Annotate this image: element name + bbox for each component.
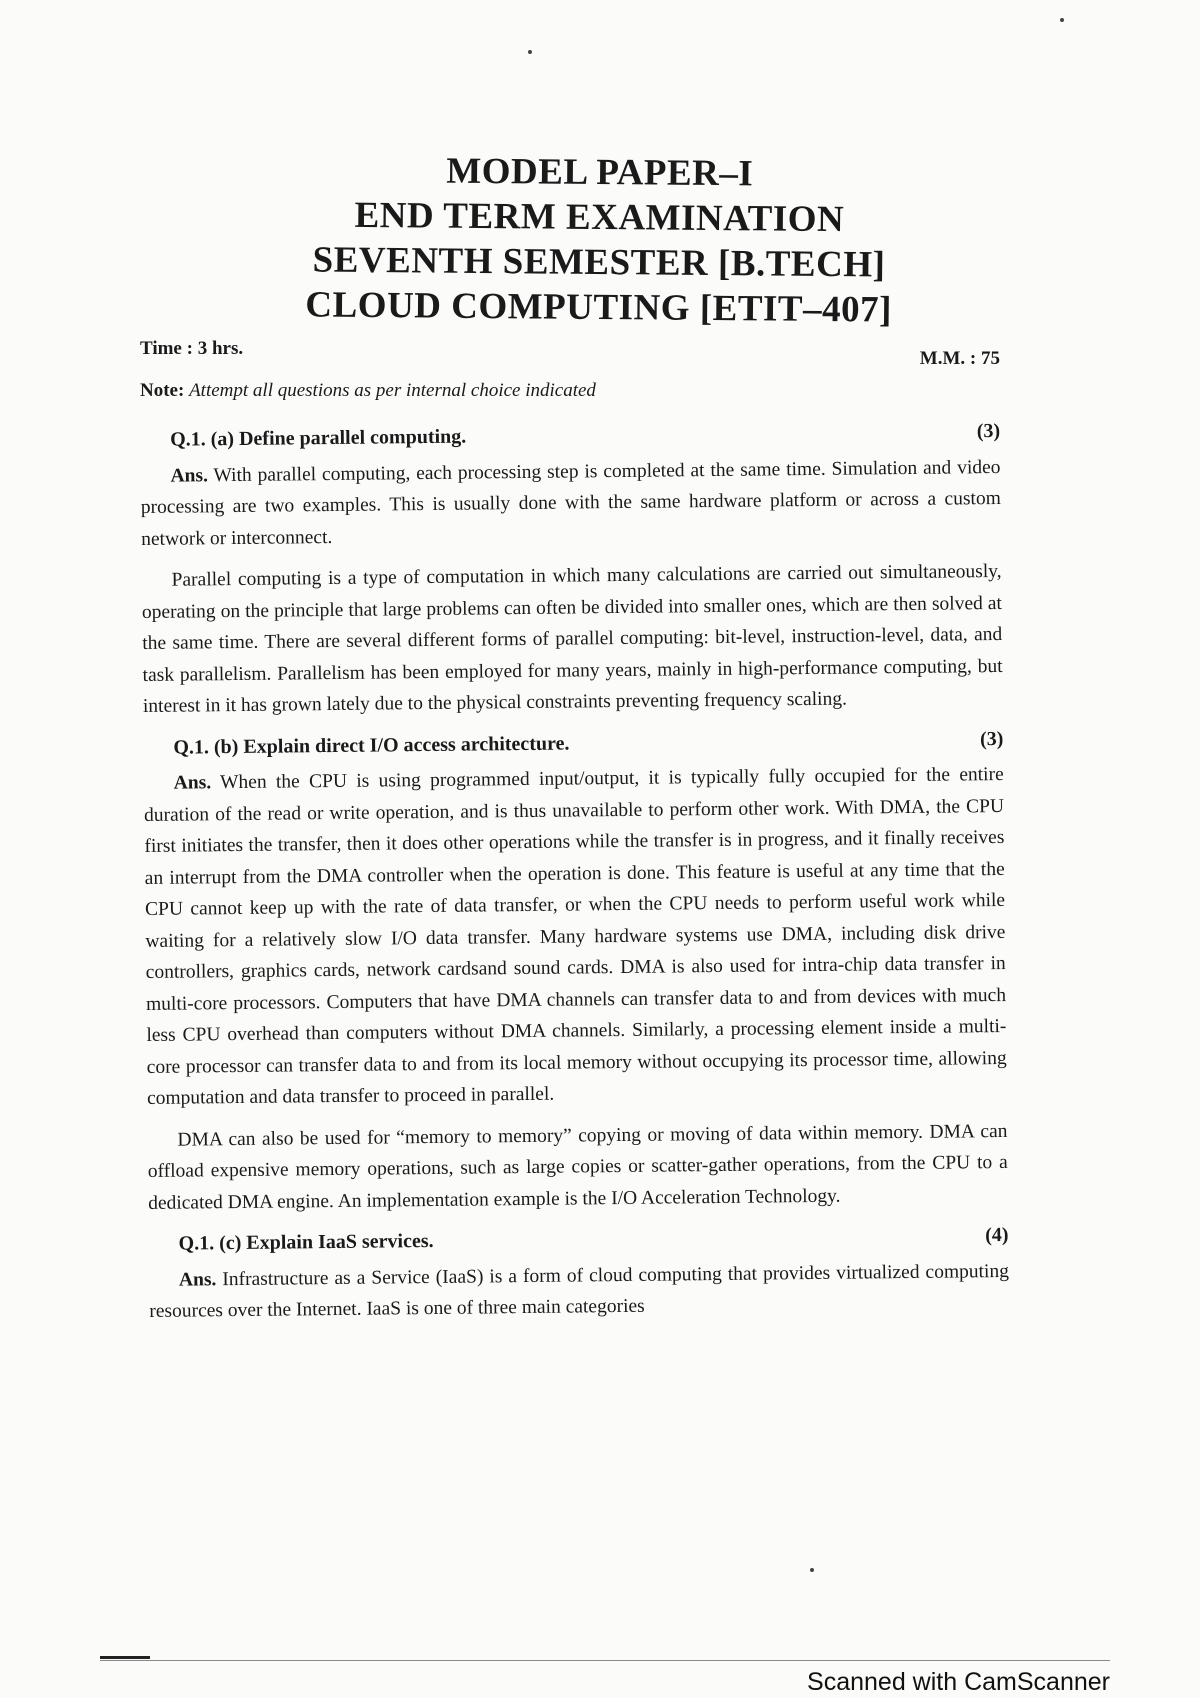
answer-label: Ans.	[178, 1268, 217, 1291]
question-label: Q.1. (b) Explain direct I/O access architecture.	[173, 732, 570, 759]
question-heading	[140, 416, 1000, 457]
question-label: Q.1. (c) Explain IaaS services.	[178, 1229, 434, 1255]
heading-semester: SEVENTH SEMESTER [B.TECH]	[312, 239, 886, 286]
heading-subject: CLOUD COMPUTING [ETIT–407]	[305, 284, 893, 331]
answer-paragraph: DMA can also be used for “memory to memory” copying or moving of data within memory. DMA can offload expensive memory operations, such as large copies or scatter-gather operations, from the CPU to a dedicated DMA engine. An implementation example is the I/O Acceleration Technology.	[147, 1120, 1008, 1214]
answer-paragraph	[144, 759, 1008, 1114]
question-label: Q.1. (a) Define parallel computing.	[170, 425, 467, 451]
answer-text: When the CPU is using programmed input/output, it is typically fully occupied for the entire duration of the read or write operation, and is thus unavailable to perform other work. With DMA, the CPU first initiates the transfer, then it does other operations while the transfer is in progress, and it finally receives an interrupt from the DMA controller when the operation is done. This feature is useful at any time that the CPU cannot keep up with the rate of data transfer, or when the CPU needs to perform useful work while waiting for a relatively slow I/O data transfer. Many hardware systems use DMA, including disk drive controllers, graphics cards, network cardsand sound cards. DMA is also used for intra-chip data transfer in multi-core processors. Computers that have DMA channels can transfer data to and from devices with much less CPU overhead than computers without DMA channels. Similarly, a processing element inside a multi-core processor can transfer data to and from its local memory without occupying its processor time, allowing computation and data transfer to proceed in parallel.	[143, 763, 1007, 1109]
exam-time: Time : 3 hrs.	[140, 338, 244, 359]
exam-note	[140, 380, 596, 402]
camscanner-watermark: Scanned with CamScanner	[807, 1668, 1110, 1696]
question-marks: (4)	[985, 1223, 1009, 1247]
question-marks: (3)	[976, 419, 1001, 443]
question-heading	[143, 723, 1003, 764]
answer-text: With parallel computing, each processing step is completed at the same time. Simulation and video processing are two examples. This is usually done with the same hardware platform or across a custom network or interconnect.	[140, 456, 1001, 550]
answer-paragraph	[149, 1255, 1010, 1327]
scan-speck	[528, 50, 532, 54]
question-heading	[148, 1220, 1008, 1261]
note-text: Attempt all questions as per internal choice indicated	[189, 380, 596, 401]
max-marks: M.M. : 75	[919, 348, 1000, 369]
note-label: Note:	[140, 380, 185, 401]
scan-speck	[1060, 18, 1064, 22]
scan-speck	[810, 1568, 814, 1572]
answer-text: Infrastructure as a Service (IaaS) is a form of cloud computing that provides virtualized computing resources over the Internet. IaaS is one of three main categories	[149, 1260, 1010, 1322]
answer-paragraph: Parallel computing is a type of computation in which many calculations are carried out simultaneously, operating on the principle that large problems can often be divided into smaller ones, which are then solved at the same time. There are several different forms of parallel computing: bit-level, instruction-level, data, and task parallelism. Parallelism has been employed for many years, mainly in high-performance computing, but interest in it has grown lately due to the physical constraints preventing frequency scaling.	[141, 560, 1003, 717]
answer-label: Ans.	[170, 464, 209, 487]
question-marks: (3)	[979, 727, 1004, 750]
heading-model-paper: MODEL PAPER–I	[446, 150, 754, 195]
heading-exam-type: END TERM EXAMINATION	[354, 194, 845, 241]
scan-edge-line	[100, 1660, 1110, 1661]
answer-paragraph	[140, 451, 1001, 555]
answer-label: Ans.	[173, 772, 212, 794]
scan-edge-mark	[100, 1656, 150, 1659]
exam-heading	[0, 145, 1200, 335]
question-content	[140, 416, 1010, 1337]
